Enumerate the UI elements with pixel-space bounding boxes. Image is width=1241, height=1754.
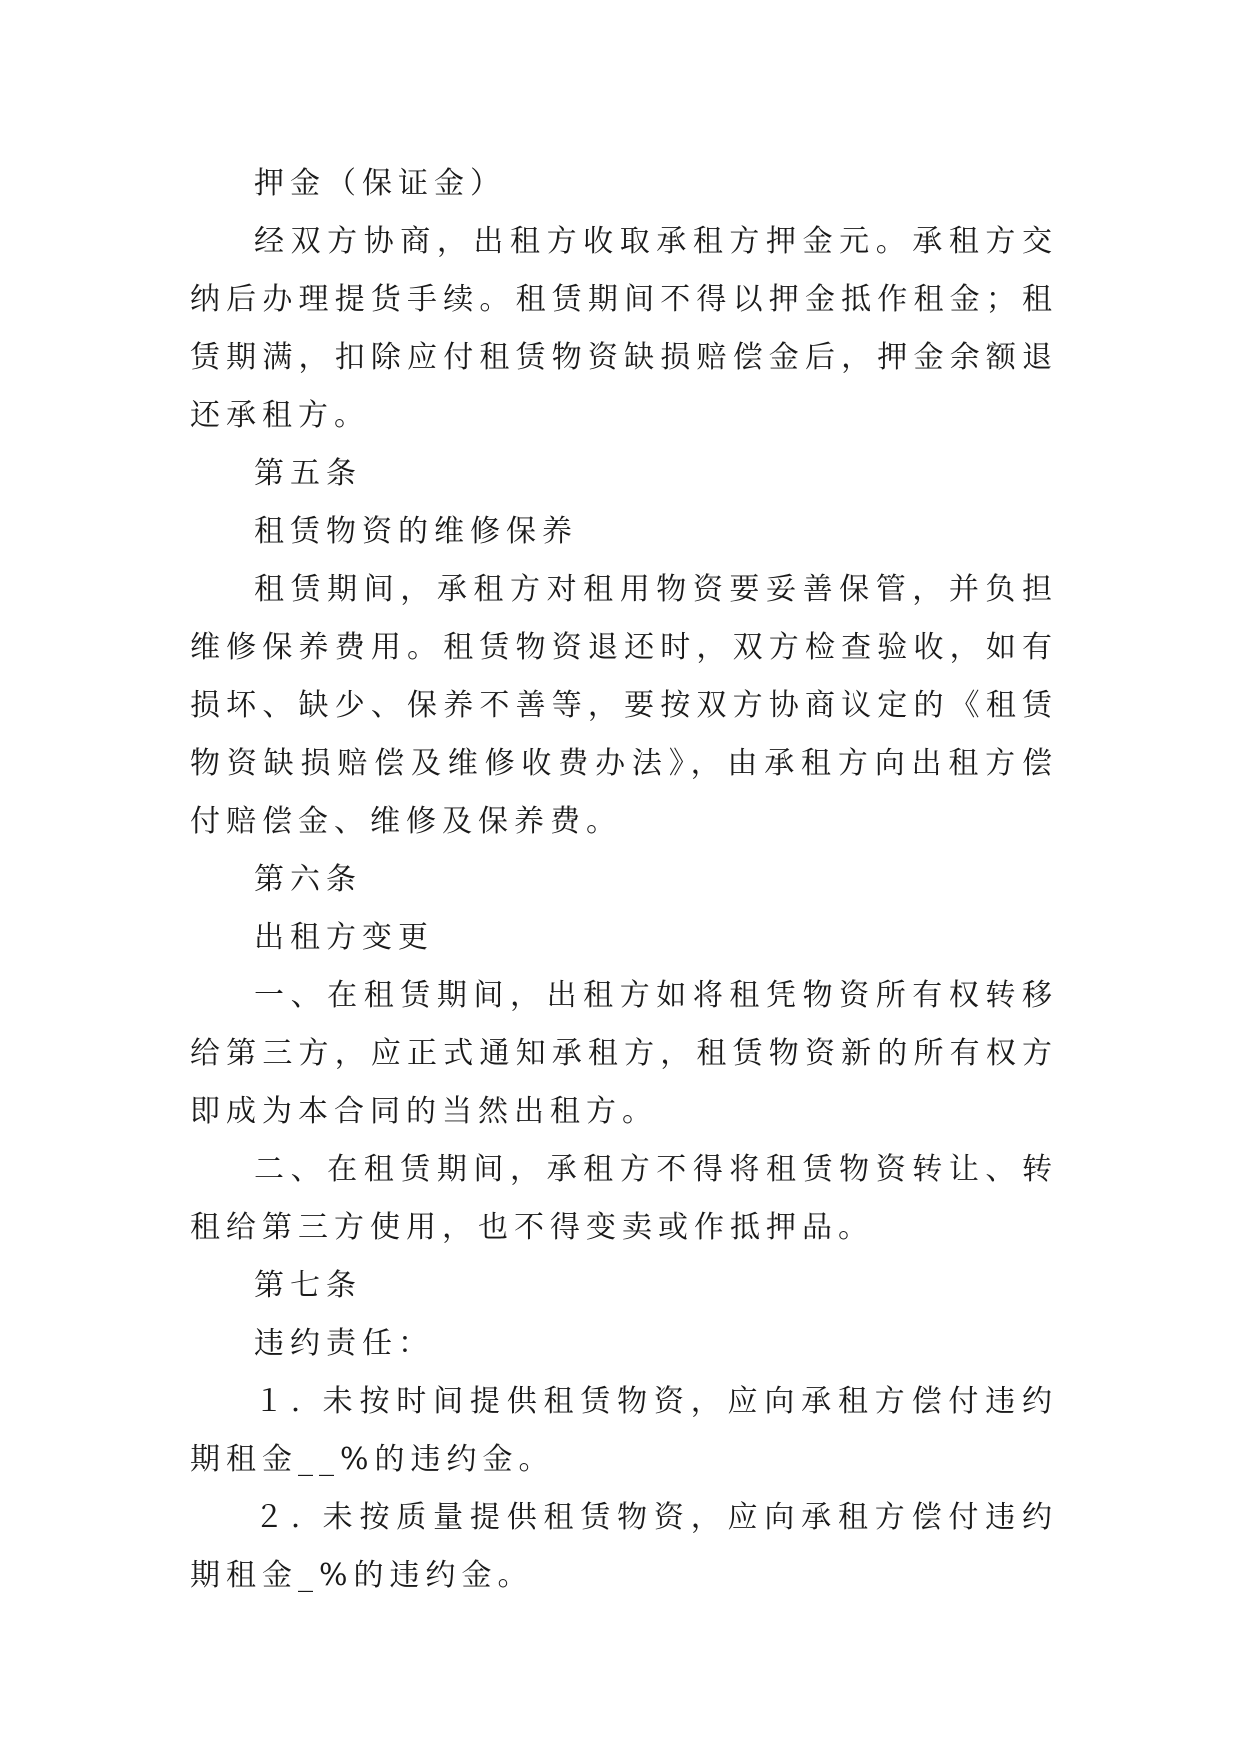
document-body	[190, 155, 1058, 1605]
deposit-paragraph: 经双方协商，出租方收取承租方押金元。承租方交纳后办理提货手续。租赁期间不得以押金抵作租金；租赁期满，扣除应付租赁物资缺损赔偿金后，押金余额退还承租方。	[190, 224, 1058, 433]
article-seven-title: 第七条	[254, 1268, 362, 1303]
maintenance-paragraph: 租赁期间，承租方对租用物资要妥善保管，并负担维修保养费用。租赁物资退还时，双方检查验收，如有损坏、缺少、保养不善等，要按双方协商议定的《租赁物资缺损赔偿及维修收费办法》，由承租方向出租方偿付赔偿金、维修及保养费。	[190, 572, 1058, 839]
lessor-change-clause-two: 二、在租赁期间，承租方不得将租赁物资转让、转租给第三方使用，也不得变卖或作抵押品。	[190, 1152, 1058, 1245]
liability-heading: 违约责任：	[254, 1326, 434, 1361]
article-five-title: 第五条	[254, 456, 362, 491]
lessor-change-heading: 出租方变更	[254, 920, 434, 955]
maintenance-heading: 租赁物资的维修保养	[254, 514, 578, 549]
deposit-heading: 押金（保证金）	[254, 166, 506, 201]
liability-item-two: ２. 未按质量提供租赁物资，应向承租方偿付违约期租金_%的违约金。	[190, 1500, 1058, 1593]
article-six-title: 第六条	[254, 862, 362, 897]
lessor-change-clause-one: 一、在租赁期间，出租方如将租凭物资所有权转移给第三方，应正式通知承租方，租赁物资新的所有权方即成为本合同的当然出租方。	[190, 978, 1058, 1129]
liability-item-one: １. 未按时间提供租赁物资，应向承租方偿付违约期租金__%的违约金。	[190, 1384, 1058, 1477]
